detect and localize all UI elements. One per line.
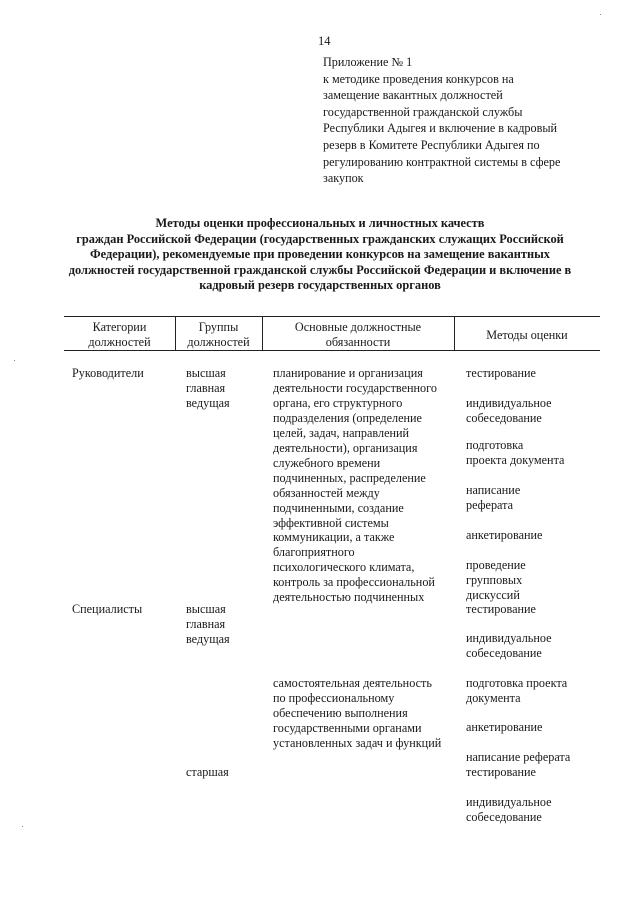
- appendix-line: Приложение № 1: [323, 55, 413, 69]
- appendix-line: Республики Адыгея и включение в кадровый: [323, 121, 558, 136]
- duty-line: подчиненными, создание: [273, 500, 404, 515]
- header-text: Группы: [198, 320, 239, 334]
- group-item: высшая: [186, 366, 226, 380]
- method-line: подготовка: [466, 438, 524, 452]
- duty-line: подразделения (определение: [273, 410, 422, 425]
- group-item: высшая: [186, 602, 226, 616]
- duty-line: установленных задач и функций: [273, 735, 442, 750]
- duty-line: деятельностью подчиненных: [273, 590, 425, 605]
- duty-line: планирование и организация: [273, 366, 423, 380]
- appendix-line: государственной гражданской службы: [323, 104, 523, 119]
- title-line: кадровый резерв государственных органов: [199, 278, 441, 293]
- duty-line: по профессиональному: [273, 690, 395, 705]
- method-specialists-essay: [466, 750, 570, 765]
- method-line: индивидуальное: [466, 631, 552, 645]
- group-item: ведущая: [186, 631, 230, 646]
- groups-specialists: [186, 602, 230, 647]
- page-number: 14: [318, 34, 331, 48]
- method-line: проведение: [466, 558, 526, 572]
- method-line: реферата: [466, 497, 514, 512]
- method-line: групповых: [466, 572, 523, 587]
- header-text: Методы оценки: [486, 328, 568, 342]
- method-line: тестирование: [466, 765, 536, 779]
- group-item: главная: [186, 380, 226, 395]
- table-header-border: [64, 350, 600, 351]
- method-specialists-draft: [466, 676, 567, 706]
- scan-speck: [600, 14, 601, 15]
- duty-line: деятельности), организация: [273, 440, 418, 455]
- duties-specialists: [273, 676, 441, 751]
- method-senior-testing: [466, 765, 536, 780]
- method-leaders-essay: [466, 483, 520, 513]
- group-item: главная: [186, 616, 226, 631]
- method-leaders-testing: [466, 366, 536, 381]
- header-text: Категории: [92, 320, 147, 334]
- method-senior-interview: [466, 795, 552, 825]
- category-leaders: Руководители: [72, 366, 144, 380]
- title-line: Методы оценки профессиональных и личностных качеств: [155, 216, 485, 230]
- header-text: должностей: [187, 334, 250, 349]
- duty-line: деятельности государственного: [273, 380, 437, 395]
- scan-speck: [14, 360, 15, 361]
- method-line: анкетирование: [466, 720, 543, 734]
- header-text: Основные должностные: [294, 320, 422, 334]
- method-line: анкетирование: [466, 528, 543, 542]
- category-specialists: Специалисты: [72, 602, 143, 616]
- header-categories: [64, 320, 175, 349]
- method-line: индивидуальное: [466, 396, 552, 410]
- duty-line: подчиненных, распределение: [273, 470, 426, 485]
- duty-line: органа, его структурного: [273, 395, 403, 410]
- method-line: подготовка проекта: [466, 676, 568, 690]
- header-text: должностей: [88, 334, 151, 349]
- method-leaders-interview: [466, 396, 552, 426]
- duty-line: самостоятельная деятельность: [273, 676, 432, 690]
- duty-line: благоприятного: [273, 545, 355, 560]
- method-line: индивидуальное: [466, 795, 552, 809]
- method-line: собеседование: [466, 645, 542, 660]
- appendix-line: к методике проведения конкурсов на: [323, 71, 514, 86]
- duty-line: обязанностей между: [273, 485, 380, 500]
- method-line: тестирование: [466, 602, 536, 616]
- method-specialists-interview: [466, 631, 552, 661]
- duty-line: государственными органами: [273, 720, 422, 735]
- appendix-line: регулированию контрактной системы в сфере: [323, 154, 561, 169]
- table-top-border: [64, 316, 600, 317]
- duty-line: психологического климата,: [273, 560, 415, 575]
- duty-line: контроль за профессиональной: [273, 575, 435, 590]
- duty-line: эффективной системы: [273, 515, 389, 530]
- appendix-line: резерв в Комитете Республики Адыгея по: [323, 137, 540, 152]
- appendix-note: [323, 54, 623, 187]
- title-line: граждан Российской Федерации (государственных гражданских служащих Российской: [76, 231, 564, 246]
- method-line: документа: [466, 690, 521, 705]
- title-line: Федерации), рекомендуемые при проведении конкурсов на замещение вакантных: [90, 247, 550, 262]
- duty-line: целей, задач, направлений: [273, 425, 410, 440]
- method-line: написание реферата: [466, 750, 571, 764]
- header-duties: [262, 320, 454, 349]
- duty-line: служебного времени: [273, 455, 381, 470]
- method-line: написание: [466, 483, 521, 497]
- appendix-line: замещение вакантных должностей: [323, 88, 503, 103]
- group-senior: старшая: [186, 765, 229, 779]
- method-line: дискуссий: [466, 587, 520, 602]
- header-methods: [454, 328, 600, 343]
- method-line: проекта документа: [466, 452, 565, 467]
- method-specialists-survey: [466, 720, 542, 735]
- title-line: должностей государственной гражданской службы Российской Федерации и включение в: [68, 262, 572, 277]
- groups-leaders: [186, 366, 230, 411]
- method-specialists-testing: [466, 602, 536, 617]
- document-title: [40, 216, 600, 294]
- method-line: собеседование: [466, 809, 542, 824]
- group-item: ведущая: [186, 395, 230, 410]
- scan-speck: [22, 826, 23, 827]
- method-leaders-survey: [466, 528, 542, 543]
- appendix-line: закупок: [323, 171, 364, 186]
- method-line: собеседование: [466, 410, 542, 425]
- header-text: обязанности: [325, 334, 391, 349]
- method-line: тестирование: [466, 366, 536, 380]
- method-leaders-draft: [466, 438, 564, 468]
- header-groups: [175, 320, 262, 349]
- method-leaders-discussion: [466, 558, 526, 603]
- duties-leaders: [273, 366, 437, 605]
- duty-line: коммуникации, а также: [273, 530, 395, 545]
- duty-line: обеспечению выполнения: [273, 705, 408, 720]
